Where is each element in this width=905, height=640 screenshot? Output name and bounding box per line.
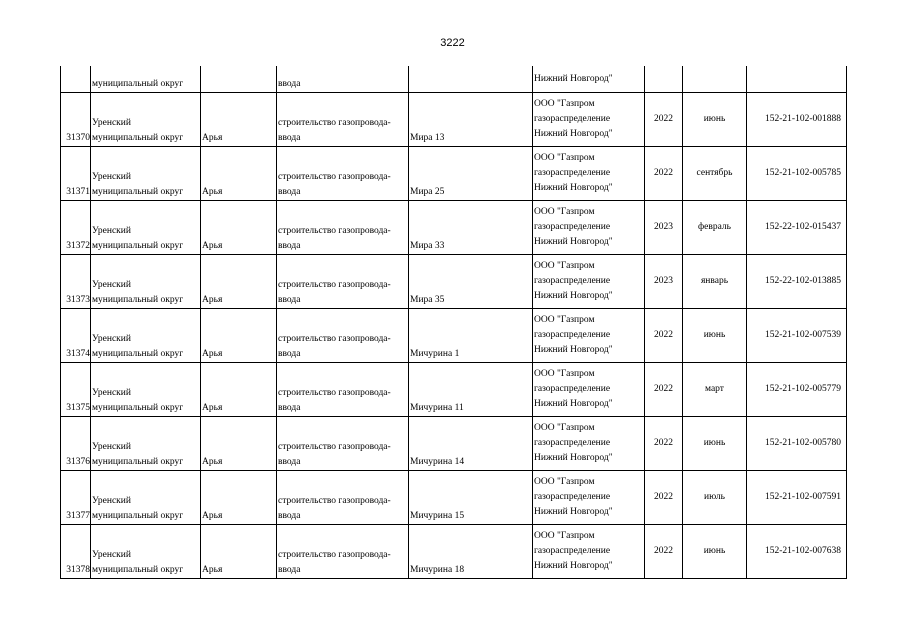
organization-line: ООО "Газпром	[534, 423, 595, 433]
work-type-line: строительство газопровода-	[278, 496, 391, 506]
district-cell	[91, 471, 201, 525]
organization-line: ООО "Газпром	[534, 531, 595, 541]
table-row	[61, 525, 847, 579]
district-cell	[91, 93, 201, 147]
work-type-cell	[277, 201, 409, 255]
work-type-cell	[277, 363, 409, 417]
locality-cell: Арья	[201, 201, 277, 255]
district-line: муниципальный округ	[92, 565, 184, 575]
locality-cell: Арья	[201, 525, 277, 579]
district-line: муниципальный округ	[92, 241, 184, 251]
work-type-line: строительство газопровода-	[278, 118, 391, 128]
organization-line: газораспределение	[534, 384, 611, 394]
district-line: Уренский	[92, 496, 131, 506]
address-cell: Мира 25	[409, 147, 533, 201]
organization-cell	[533, 525, 645, 579]
code-cell: 152-21-102-005780	[747, 417, 847, 471]
district-line: муниципальный округ	[92, 511, 184, 521]
organization-line: ООО "Газпром	[534, 153, 595, 163]
code-cell: 152-21-102-001888	[747, 93, 847, 147]
organization-cell	[533, 201, 645, 255]
organization-line: газораспределение	[534, 276, 611, 286]
district-line: муниципальный округ	[92, 187, 184, 197]
page-number: 3222	[440, 37, 465, 49]
locality-cell: Арья	[201, 363, 277, 417]
code-cell: 152-22-102-013885	[747, 255, 847, 309]
work-type-line: ввода	[278, 349, 301, 359]
district-line: муниципальный округ	[92, 133, 184, 143]
district-cell	[91, 525, 201, 579]
row-number-cell	[61, 66, 91, 93]
locality-cell: Арья	[201, 93, 277, 147]
month-cell: июль	[683, 471, 747, 525]
code-cell	[747, 66, 847, 93]
work-type-cell	[277, 147, 409, 201]
organization-line: ООО "Газпром	[534, 207, 595, 217]
year-cell: 2022	[645, 363, 683, 417]
district-line: Уренский	[92, 550, 131, 560]
work-type-cell	[277, 309, 409, 363]
work-type-line: ввода	[278, 79, 301, 89]
row-number-cell: 31373	[61, 255, 91, 309]
organization-line: газораспределение	[534, 168, 611, 178]
address-cell: Мира 33	[409, 201, 533, 255]
work-type-line: ввода	[278, 241, 301, 251]
locality-cell	[201, 66, 277, 93]
row-number-cell: 31374	[61, 309, 91, 363]
district-line: муниципальный округ	[92, 295, 184, 305]
work-type-cell	[277, 66, 409, 93]
month-cell: январь	[683, 255, 747, 309]
organization-line: Нижний Новгород"	[534, 73, 613, 84]
table-row	[61, 309, 847, 363]
table-row	[61, 255, 847, 309]
organization-line: Нижний Новгород"	[534, 345, 613, 355]
organization-line: газораспределение	[534, 492, 611, 502]
row-number-cell: 31375	[61, 363, 91, 417]
organization-line: газораспределение	[534, 438, 611, 448]
organization-cell	[533, 417, 645, 471]
organization-cell	[533, 147, 645, 201]
work-type-line: ввода	[278, 403, 301, 413]
district-line: Уренский	[92, 172, 131, 182]
organization-line: Нижний Новгород"	[534, 399, 613, 409]
work-type-line: ввода	[278, 133, 301, 143]
district-line: Уренский	[92, 388, 131, 398]
year-cell: 2022	[645, 147, 683, 201]
address-cell: Мира 13	[409, 93, 533, 147]
code-cell: 152-21-102-005779	[747, 363, 847, 417]
district-line: Уренский	[92, 280, 131, 290]
year-cell: 2022	[645, 471, 683, 525]
work-type-line: строительство газопровода-	[278, 172, 391, 182]
year-cell: 2022	[645, 525, 683, 579]
month-cell: июнь	[683, 93, 747, 147]
organization-cell	[533, 255, 645, 309]
district-line: муниципальный округ	[92, 457, 184, 467]
address-cell	[409, 66, 533, 93]
code-cell: 152-21-102-007591	[747, 471, 847, 525]
year-cell	[645, 66, 683, 93]
district-cell	[91, 66, 201, 93]
organization-line: газораспределение	[534, 114, 611, 124]
district-cell	[91, 309, 201, 363]
organization-line: ООО "Газпром	[534, 315, 595, 325]
organization-line: газораспределение	[534, 330, 611, 340]
organization-line: ООО "Газпром	[534, 261, 595, 271]
work-type-line: ввода	[278, 511, 301, 521]
work-type-line: строительство газопровода-	[278, 388, 391, 398]
organization-line: Нижний Новгород"	[534, 291, 613, 301]
work-type-line: строительство газопровода-	[278, 550, 391, 560]
organization-line: газораспределение	[534, 222, 611, 232]
work-type-line: строительство газопровода-	[278, 226, 391, 236]
address-cell: Мичурина 11	[409, 363, 533, 417]
district-line: Уренский	[92, 226, 131, 236]
organization-cell	[533, 309, 645, 363]
address-cell: Мира 35	[409, 255, 533, 309]
organization-line: Нижний Новгород"	[534, 237, 613, 247]
district-line: муниципальный округ	[92, 403, 184, 413]
work-type-line: ввода	[278, 457, 301, 467]
address-cell: Мичурина 1	[409, 309, 533, 363]
work-type-cell	[277, 255, 409, 309]
organization-line: Нижний Новгород"	[534, 561, 613, 571]
year-cell: 2022	[645, 309, 683, 363]
month-cell: февраль	[683, 201, 747, 255]
table-row	[61, 147, 847, 201]
district-line: Уренский	[92, 118, 131, 128]
organization-cell	[533, 363, 645, 417]
work-type-line: ввода	[278, 295, 301, 305]
address-cell: Мичурина 18	[409, 525, 533, 579]
locality-cell: Арья	[201, 471, 277, 525]
month-cell: июнь	[683, 309, 747, 363]
organization-cell	[533, 471, 645, 525]
locality-cell: Арья	[201, 255, 277, 309]
organization-cell	[533, 66, 645, 93]
month-cell: июнь	[683, 417, 747, 471]
table-row	[61, 93, 847, 147]
table-row	[61, 66, 847, 93]
row-number-cell: 31371	[61, 147, 91, 201]
work-type-line: строительство газопровода-	[278, 334, 391, 344]
gas-pipeline-table	[60, 66, 847, 579]
organization-line: газораспределение	[534, 546, 611, 556]
row-number-cell: 31376	[61, 417, 91, 471]
code-cell: 152-21-102-007539	[747, 309, 847, 363]
work-type-cell	[277, 93, 409, 147]
row-number-cell: 31377	[61, 471, 91, 525]
row-number-cell: 31378	[61, 525, 91, 579]
year-cell: 2022	[645, 417, 683, 471]
table-row	[61, 471, 847, 525]
district-cell	[91, 417, 201, 471]
code-cell: 152-21-102-005785	[747, 147, 847, 201]
organization-line: ООО "Газпром	[534, 477, 595, 487]
district-line: муниципальный округ	[92, 349, 184, 359]
table-row	[61, 363, 847, 417]
year-cell: 2023	[645, 201, 683, 255]
address-cell: Мичурина 15	[409, 471, 533, 525]
month-cell: сентябрь	[683, 147, 747, 201]
work-type-line: ввода	[278, 565, 301, 575]
organization-line: Нижний Новгород"	[534, 507, 613, 517]
district-line: Уренский	[92, 334, 131, 344]
district-cell	[91, 255, 201, 309]
month-cell: март	[683, 363, 747, 417]
code-cell: 152-22-102-015437	[747, 201, 847, 255]
organization-cell	[533, 93, 645, 147]
organization-line: Нижний Новгород"	[534, 183, 613, 193]
row-number-cell: 31372	[61, 201, 91, 255]
year-cell: 2023	[645, 255, 683, 309]
code-cell: 152-21-102-007638	[747, 525, 847, 579]
table-row	[61, 201, 847, 255]
work-type-line: строительство газопровода-	[278, 280, 391, 290]
district-cell	[91, 201, 201, 255]
month-cell	[683, 66, 747, 93]
district-cell	[91, 363, 201, 417]
work-type-line: строительство газопровода-	[278, 442, 391, 452]
row-number-cell: 31370	[61, 93, 91, 147]
locality-cell: Арья	[201, 147, 277, 201]
work-type-cell	[277, 417, 409, 471]
organization-line: Нижний Новгород"	[534, 129, 613, 139]
month-cell: июнь	[683, 525, 747, 579]
organization-line: Нижний Новгород"	[534, 453, 613, 463]
district-line: муниципальный округ	[92, 79, 184, 89]
locality-cell: Арья	[201, 417, 277, 471]
district-cell	[91, 147, 201, 201]
work-type-line: ввода	[278, 187, 301, 197]
address-cell: Мичурина 14	[409, 417, 533, 471]
table-row	[61, 417, 847, 471]
work-type-cell	[277, 471, 409, 525]
district-line: Уренский	[92, 442, 131, 452]
locality-cell: Арья	[201, 309, 277, 363]
work-type-cell	[277, 525, 409, 579]
year-cell: 2022	[645, 93, 683, 147]
organization-line: ООО "Газпром	[534, 369, 595, 379]
organization-line: ООО "Газпром	[534, 99, 595, 109]
